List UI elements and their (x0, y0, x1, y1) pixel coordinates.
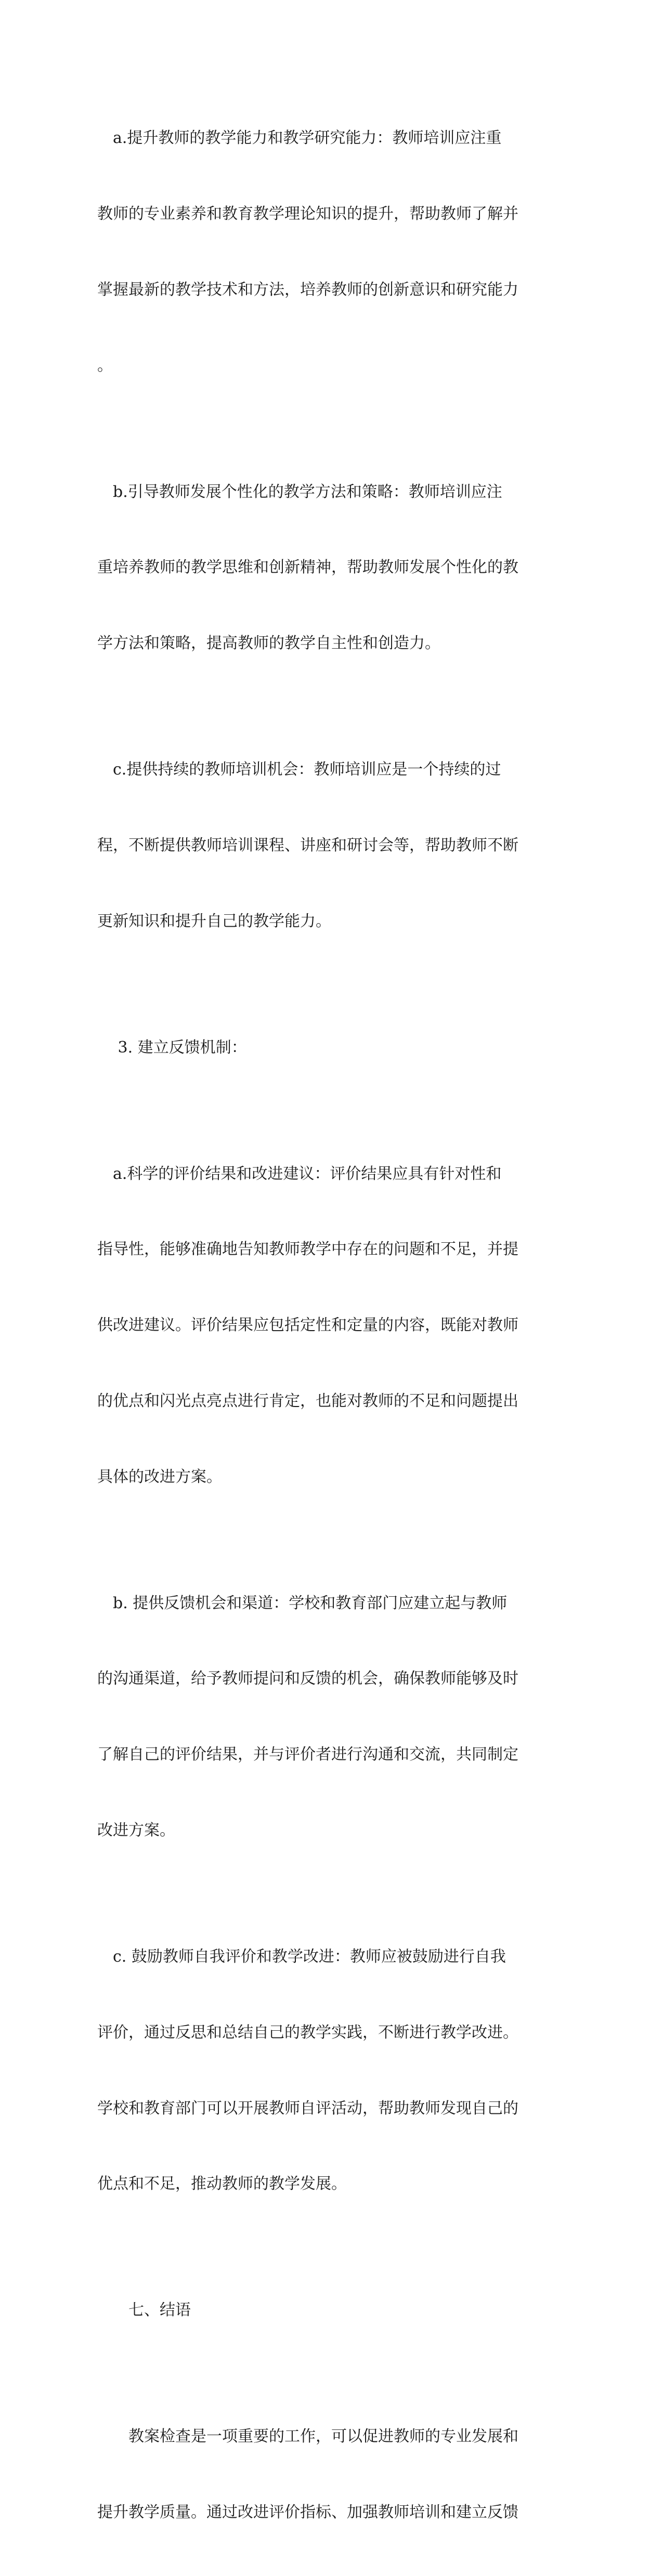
text-line: 供改进建议。评价结果应包括定性和定量的内容，既能对教师 (97, 1316, 518, 1335)
text-line: a.提升教师的教学能力和教学研究能力：教师培训应注重 (97, 129, 502, 148)
paragraph-personalized-methods (97, 429, 565, 707)
text-line: b.引导教师发展个性化的教学方法和策略：教师培训应注 (97, 482, 502, 501)
text-line: 教案检查是一项重要的工作，可以促进教师的专业发展和 (97, 2427, 518, 2446)
text-line: 具体的改进方案。 (97, 1467, 222, 1486)
text-line: c. 鼓励教师自我评价和教学改进：教师应被鼓励进行自我 (97, 1947, 506, 1966)
text-line: 学校和教育部门可以开展教师自评活动，帮助教师发现自己的 (97, 2099, 518, 2118)
text-line: 3. 建立反馈机制： (97, 1038, 247, 1057)
text-line: 了解自己的评价结果，并与评价者进行沟通和交流，共同制定 (97, 1745, 518, 1764)
text-line: 评价，通过反思和总结自己的教学实践，不断进行教学改进。 (97, 2023, 518, 2042)
paragraph-self-evaluation (97, 1894, 565, 2248)
paragraph-training-research (97, 75, 565, 429)
section-heading-feedback (97, 984, 565, 1111)
text-line: 的优点和闪光点亮点进行肯定，也能对教师的不足和问题提出 (97, 1391, 518, 1410)
text-line: 。 (97, 356, 113, 375)
section-heading-conclusion (97, 2248, 565, 2374)
text-line: 更新知识和提升自己的教学能力。 (97, 912, 331, 930)
text-line: c.提供持续的教师培训机会：教师培训应是一个持续的过 (97, 760, 501, 779)
text-line: 程，不断提供教师培训课程、讲座和研讨会等，帮助教师不断 (97, 836, 518, 855)
document-body (97, 75, 565, 2576)
text-line: 提升教学质量。通过改进评价指标、加强教师培训和建立反馈 (97, 2503, 518, 2521)
text-line: 掌握最新的教学技术和方法，培养教师的创新意识和研究能力 (97, 280, 518, 299)
text-line: 七、结语 (97, 2301, 191, 2320)
text-line: 的沟通渠道，给予教师提问和反馈的机会，确保教师能够及时 (97, 1670, 518, 1688)
text-line: 优点和不足，推动教师的教学发展。 (97, 2175, 347, 2193)
paragraph-feedback-channels (97, 1540, 565, 1894)
text-line: 改进方案。 (97, 1821, 175, 1839)
text-line: b. 提供反馈机会和渠道：学校和教育部门应建立起与教师 (97, 1594, 508, 1612)
text-line: 重培养教师的教学思维和创新精神，帮助教师发展个性化的教 (97, 558, 518, 577)
text-line: a.科学的评价结果和改进建议：评价结果应具有针对性和 (97, 1164, 502, 1183)
paragraph-conclusion (97, 2374, 565, 2576)
text-line: 教师的专业素养和教育教学理论知识的提升，帮助教师了解并 (97, 204, 518, 223)
paragraph-evaluation-results (97, 1111, 565, 1540)
paragraph-continuous-training (97, 707, 565, 985)
text-line: 指导性，能够准确地告知教师教学中存在的问题和不足，并提 (97, 1240, 518, 1259)
text-line: 学方法和策略，提高教师的教学自主性和创造力。 (97, 634, 440, 653)
